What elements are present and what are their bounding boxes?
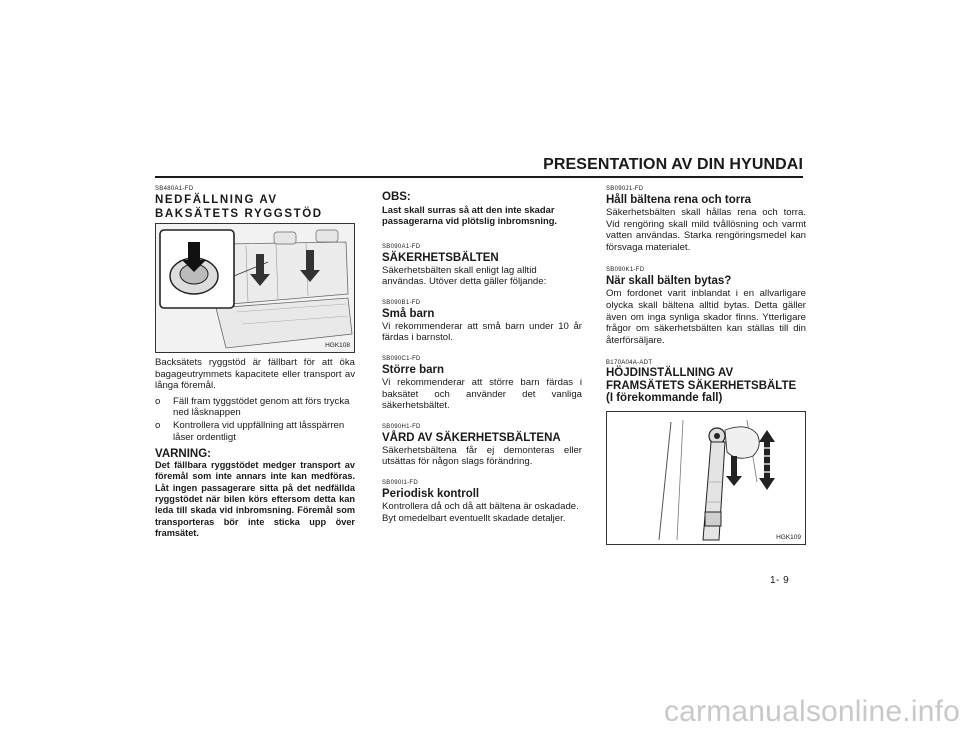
section-subtitle: (I förekommande fall) bbox=[606, 392, 723, 405]
intro-text: Backsätets ryggstöd är fällbart för att öka bagageutrymmets kapacitete eller transport av långa föremål. bbox=[155, 357, 355, 392]
section-code: SB090C1-FD bbox=[382, 355, 421, 362]
column-right bbox=[606, 186, 806, 545]
section-code: SB480A1-FD bbox=[155, 186, 194, 192]
section-title: När skall bälten bytas? bbox=[606, 275, 732, 288]
section-title: Håll bältena rena och torra bbox=[606, 194, 752, 206]
section-text: Vi rekommenderar att större barn färdas i baksätet och använder det vanliga säkerhetsbältet. bbox=[382, 376, 582, 412]
section-code: SB090A1-FD bbox=[382, 243, 421, 250]
section-code: SB090I1-FD bbox=[382, 479, 419, 486]
column-middle bbox=[382, 190, 582, 524]
section-title-folding-seat: NEDFÄLLNING AV BAKSÄTETS RYGGSTÖD bbox=[155, 194, 323, 220]
warning-title: VARNING: bbox=[155, 448, 212, 461]
section-title: SÄKERHETSBÄLTEN bbox=[382, 251, 499, 264]
section-code: B170A04A-ADT bbox=[606, 360, 653, 367]
section-code: SB090J1-FD bbox=[606, 186, 644, 192]
figure-rear-seat bbox=[155, 223, 355, 353]
section-code: SB090H1-FD bbox=[382, 423, 421, 430]
page-header-title: PRESENTATION AV DIN HYUNDAI bbox=[543, 156, 803, 173]
rear-seat-illustration bbox=[156, 224, 354, 352]
section-small-children bbox=[382, 300, 582, 344]
watermark: carmanualsonline.info bbox=[663, 695, 960, 728]
list-item bbox=[155, 396, 355, 419]
bullet-marker: o bbox=[155, 419, 161, 431]
section-code: SB090B1-FD bbox=[382, 299, 421, 306]
section-text: Säkerhetsbälten skall hållas rena och torra. Vid rengöring skall mild tvållösning och varmt vatten användas. Starka rengöringsmedel kan försvaga materialet. bbox=[606, 207, 806, 253]
figure-seatbelt-height bbox=[606, 411, 806, 545]
section-title: Större barn bbox=[382, 363, 444, 376]
section-height-adjust bbox=[606, 360, 806, 405]
figure-label: HGK108 bbox=[325, 342, 350, 349]
warning-text: Det fällbara ryggstödet medger transport av föremål som inte annars inte kan medföras. Låt ingen passagerare sitta på det nedfällda ryggstödet när bilen körs eftersom detta kan leda till skada vid inbromsning. Föremål som transporteras bör inte sticka upp över framsätet. bbox=[155, 460, 355, 538]
bullet-marker: o bbox=[155, 395, 161, 407]
section-code: SB090K1-FD bbox=[606, 267, 645, 274]
header-rule bbox=[155, 176, 803, 178]
section-larger-children bbox=[382, 356, 582, 412]
section-text: Säkerhetsbälten skall enligt lag alltid användas. Utöver detta gäller följande: bbox=[382, 264, 547, 288]
section-text: Vi rekommenderar att små barn under 10 år färdas i barnstol. bbox=[382, 320, 582, 344]
obs-title: OBS: bbox=[382, 191, 411, 203]
section-title: Små barn bbox=[382, 307, 435, 320]
section-care bbox=[382, 424, 582, 468]
section-seatbelts bbox=[382, 244, 582, 288]
list-item bbox=[155, 420, 355, 443]
section-title: Periodisk kontroll bbox=[382, 487, 480, 500]
section-text: Säkerhetsbältena får ej demonteras eller utsättas för någon slags förändring. bbox=[382, 444, 582, 468]
section-title: HÖJDINSTÄLLNING AV FRAMSÄTETS SÄKERHETSBÄLTE bbox=[606, 367, 797, 392]
section-text: Kontrollera då och då att bältena är oskadade. Byt omedelbart eventuellt skadade detaljer. bbox=[382, 500, 579, 524]
figure-label: HGK109 bbox=[776, 533, 801, 541]
column-left bbox=[155, 186, 355, 539]
page-number: 1- 9 bbox=[770, 575, 790, 586]
bullet-list bbox=[155, 396, 355, 443]
bullet-text: Fäll fram tyggstödet genom att förs trycka ned låsknappen bbox=[173, 395, 350, 419]
obs-text: Last skall surras så att den inte skadar passagerarna vid plötslig inbromsning. bbox=[382, 204, 558, 227]
section-keep-clean bbox=[606, 186, 806, 253]
section-replace bbox=[606, 267, 806, 346]
bullet-text: Kontrollera vid uppfällning att låsspärren låser ordentligt bbox=[173, 419, 345, 443]
section-text: Om fordonet varit inblandat i en allvarligare olycka skall bältena alltid bytas. Detta gäller även om inga synliga skador finns. Ytterligare frågor om säkerhetsbälten kan ställas till din återförsäljare. bbox=[606, 288, 806, 346]
section-title: VÅRD AV SÄKERHETSBÄLTENA bbox=[382, 431, 561, 444]
seatbelt-illustration bbox=[607, 412, 805, 544]
section-periodic-check bbox=[382, 480, 582, 524]
